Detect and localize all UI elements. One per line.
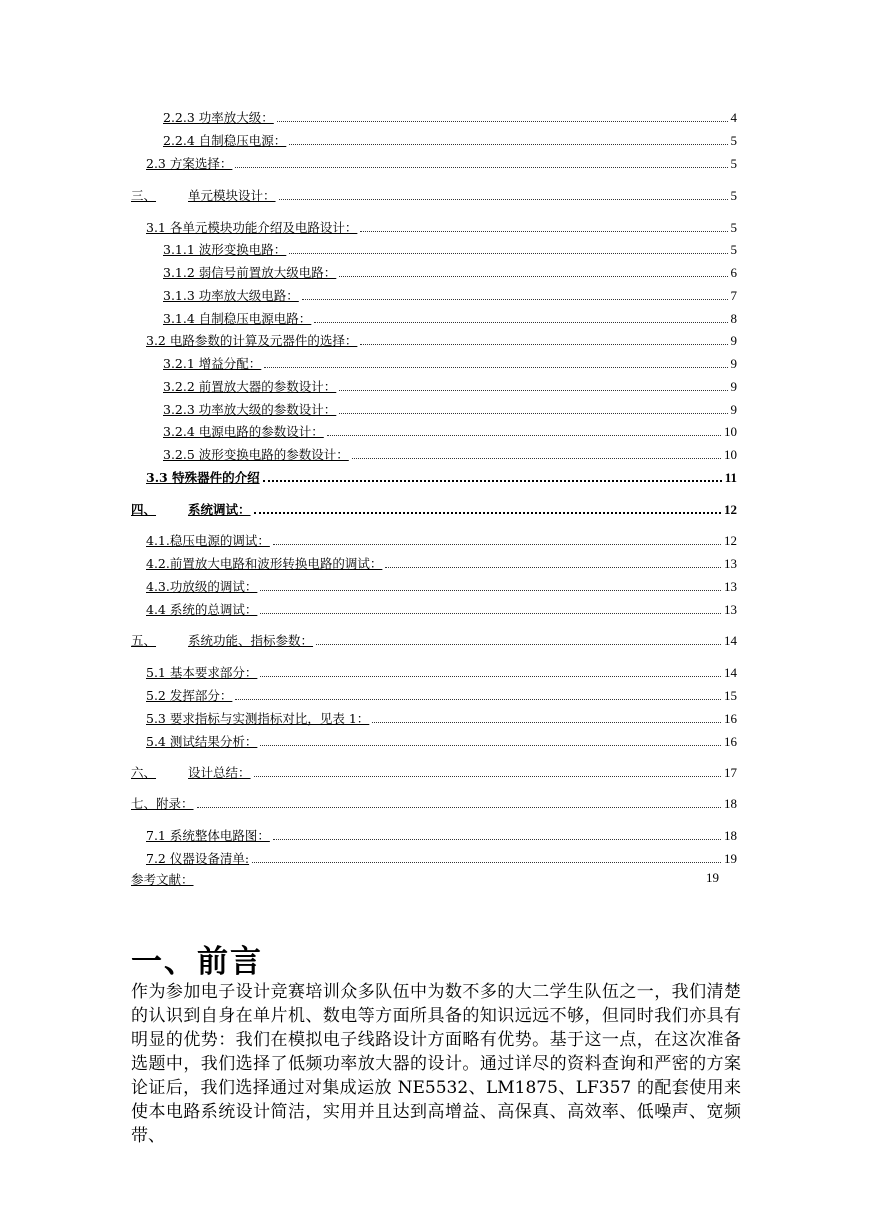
toc-entry-label bbox=[146, 600, 257, 618]
toc-entry-label bbox=[146, 663, 257, 681]
toc-entry-text: 系统功能、指标参数： bbox=[188, 633, 314, 648]
toc-entry-page: 5 bbox=[730, 188, 737, 203]
dot-leader bbox=[197, 807, 721, 808]
toc-entry-page: 18 bbox=[724, 796, 737, 811]
toc-entry-text: 设计总结： bbox=[188, 765, 251, 780]
dot-leader bbox=[273, 544, 721, 545]
toc-entry-page: 19 bbox=[706, 870, 719, 885]
toc-entry-label bbox=[163, 108, 274, 126]
toc-entry-label bbox=[163, 131, 286, 149]
toc-entry-text: 4.3.功放级的调试： bbox=[146, 579, 258, 594]
toc-entry[interactable] bbox=[146, 218, 737, 236]
toc-entry[interactable] bbox=[146, 732, 737, 750]
toc-entry-label bbox=[163, 354, 261, 372]
dot-leader bbox=[289, 253, 727, 254]
dot-leader bbox=[264, 367, 727, 368]
dot-leader bbox=[260, 590, 721, 591]
toc-entry-text: 5.2 发挥部分： bbox=[146, 688, 233, 703]
toc-entry[interactable] bbox=[146, 554, 737, 572]
toc-entry[interactable] bbox=[163, 286, 737, 304]
toc-entry-label bbox=[163, 286, 299, 304]
toc-entry-page: 4 bbox=[730, 110, 737, 125]
toc-entry-text: 3.2.4 电源电路的参数设计： bbox=[163, 424, 324, 439]
dot-leader bbox=[260, 745, 721, 746]
toc-entry-page: 10 bbox=[724, 447, 737, 462]
toc-entry-text: 七、附录： bbox=[131, 796, 194, 811]
toc-entry-label bbox=[163, 445, 349, 463]
dot-leader bbox=[260, 613, 721, 614]
section-heading: 一、前言 bbox=[131, 944, 263, 980]
dot-leader bbox=[235, 699, 721, 700]
toc-entry-text: 7.1 系统整体电路图： bbox=[146, 828, 270, 843]
dot-leader bbox=[235, 167, 727, 168]
toc-entry-text: 7.2 仪器设备清单: bbox=[146, 851, 250, 866]
toc-entry-label bbox=[146, 826, 270, 844]
toc-entry-text: 3.1 各单元模块功能介绍及电路设计： bbox=[146, 220, 358, 235]
toc-entry-text: 5.1 基本要求部分： bbox=[146, 665, 258, 680]
toc-entry[interactable] bbox=[146, 686, 737, 704]
toc-entry-number: 六、 bbox=[131, 765, 157, 780]
toc-entry-text: 系统调试： bbox=[188, 502, 251, 517]
toc-entry[interactable] bbox=[131, 794, 737, 812]
dot-leader bbox=[352, 458, 721, 459]
toc-entry-label bbox=[146, 554, 382, 572]
toc-entry[interactable] bbox=[146, 154, 737, 172]
dot-leader bbox=[289, 144, 727, 145]
toc-entry-number: 四、 bbox=[131, 502, 157, 517]
dot-leader bbox=[260, 676, 721, 677]
toc-entry-label bbox=[146, 577, 257, 595]
toc-entry-page: 5 bbox=[730, 242, 737, 257]
toc-entry-label bbox=[146, 468, 260, 486]
toc-entry-label bbox=[131, 186, 276, 204]
toc-entry[interactable] bbox=[146, 468, 737, 486]
dot-leader bbox=[302, 299, 728, 300]
toc-entry[interactable] bbox=[131, 631, 737, 649]
dot-leader bbox=[314, 322, 727, 323]
toc-entry-label bbox=[163, 263, 336, 281]
toc-entry-text: 5.3 要求指标与实测指标对比，见表 1： bbox=[146, 711, 370, 726]
toc-entry[interactable] bbox=[131, 500, 737, 518]
toc-entry-label bbox=[131, 500, 251, 518]
toc-entry[interactable] bbox=[146, 577, 737, 595]
toc-entry-text: 4.4 系统的总调试： bbox=[146, 602, 258, 617]
toc-entry[interactable] bbox=[163, 422, 737, 440]
toc-entry-text: 3.1.2 弱信号前置放大级电路： bbox=[163, 265, 337, 280]
toc-entry-page: 7 bbox=[730, 288, 737, 303]
toc-entry-label bbox=[163, 377, 336, 395]
toc-entry-label bbox=[146, 154, 232, 172]
toc-entry-page: 18 bbox=[724, 828, 737, 843]
toc-entry[interactable] bbox=[163, 309, 737, 327]
toc-entry-text: 5.4 测试结果分析： bbox=[146, 734, 258, 749]
dot-leader bbox=[254, 512, 721, 514]
toc-entry-label bbox=[131, 763, 251, 781]
dot-leader bbox=[372, 722, 721, 723]
toc-entry-text: 4.2.前置放大电路和波形转换电路的调试： bbox=[146, 556, 383, 571]
toc-entry-label bbox=[131, 794, 194, 812]
toc-entry[interactable] bbox=[131, 763, 737, 781]
toc-entry-text: 3.2.1 增益分配： bbox=[163, 356, 262, 371]
toc-entry-page: 12 bbox=[724, 533, 737, 548]
toc-entry-number: 五、 bbox=[131, 633, 157, 648]
dot-leader bbox=[360, 231, 727, 232]
dot-leader bbox=[385, 567, 721, 568]
toc-entry[interactable] bbox=[163, 354, 737, 372]
toc-entry-page: 9 bbox=[730, 356, 737, 371]
toc-entry-page: 10 bbox=[724, 424, 737, 439]
toc-entry-number: 三、 bbox=[131, 188, 157, 203]
toc-entry-page: 13 bbox=[724, 556, 737, 571]
dot-leader bbox=[254, 776, 721, 777]
dot-leader bbox=[327, 435, 721, 436]
toc-entry-text: 3.2 电路参数的计算及元器件的选择： bbox=[146, 333, 358, 348]
dot-leader bbox=[277, 121, 728, 122]
toc-entry-page: 11 bbox=[724, 470, 737, 485]
toc-entry-label bbox=[146, 709, 369, 727]
toc-entry[interactable] bbox=[146, 849, 737, 867]
toc-entry-text: 3.1.3 功率放大级电路： bbox=[163, 288, 299, 303]
toc-entry-page: 5 bbox=[730, 220, 737, 235]
toc-entry-page: 15 bbox=[724, 688, 737, 703]
toc-entry-text: 单元模块设计： bbox=[188, 188, 276, 203]
toc-entry[interactable] bbox=[146, 709, 737, 727]
toc-entry-page: 13 bbox=[724, 579, 737, 594]
toc-entry-text: 2.3 方案选择： bbox=[146, 156, 233, 171]
toc-entry-page: 9 bbox=[730, 379, 737, 394]
toc-entry-label bbox=[146, 686, 232, 704]
toc-entry-page: 14 bbox=[724, 665, 737, 680]
toc-entry-label: 参考文献： bbox=[131, 872, 194, 887]
toc-entry-references[interactable] bbox=[131, 870, 721, 888]
toc-entry-page: 9 bbox=[730, 333, 737, 348]
toc-entry-page: 12 bbox=[724, 502, 737, 517]
toc-entry-label bbox=[163, 240, 286, 258]
toc-entry-text: 3.3 特殊器件的介绍 bbox=[146, 470, 260, 485]
toc-entry-text: 2.2.4 自制稳压电源： bbox=[163, 133, 287, 148]
toc-entry-page: 8 bbox=[730, 311, 737, 326]
toc-entry-text: 3.2.2 前置放大器的参数设计： bbox=[163, 379, 337, 394]
toc-entry-page: 9 bbox=[730, 402, 737, 417]
body-paragraph: 作为参加电子设计竞赛培训众多队伍中为数不多的大二学生队伍之一，我们清楚的认识到自身在单片机、数电等方面所具备的知识远远不够，但同时我们亦具有明显的优势：我们在模拟电子线路设计方面略有优势。基于这一点，在这次准备选题中，我们选择了低频功率放大器的设计。通过详尽的资料查询和严密的方案论证后，我们选择通过对集成运放 NE5532、LM1875、LF357 的配套使用来使本电路系统设计简洁，实用并且达到高增益、高保真、高效率、低噪声、宽频带、 bbox=[131, 982, 741, 1146]
toc-entry-page: 5 bbox=[730, 133, 737, 148]
toc-entry[interactable] bbox=[163, 445, 737, 463]
dot-leader bbox=[316, 644, 721, 645]
toc-entry-label bbox=[163, 400, 336, 418]
dot-leader bbox=[263, 480, 722, 482]
toc-entry[interactable] bbox=[146, 531, 737, 549]
toc-entry[interactable] bbox=[163, 377, 737, 395]
toc-entry-page: 19 bbox=[724, 851, 737, 866]
toc-entry-label bbox=[146, 531, 270, 549]
dot-leader bbox=[273, 839, 721, 840]
toc-entry[interactable] bbox=[163, 108, 737, 126]
toc-entry[interactable] bbox=[146, 600, 737, 618]
dot-leader bbox=[339, 413, 727, 414]
toc-entry[interactable] bbox=[163, 240, 737, 258]
dot-leader bbox=[252, 862, 721, 863]
toc-entry-text: 3.1.4 自制稳压电源电路： bbox=[163, 311, 312, 326]
toc-entry-label bbox=[131, 631, 313, 649]
toc-entry-text: 2.2.3 功率放大级： bbox=[163, 110, 274, 125]
dot-leader bbox=[360, 344, 727, 345]
toc-entry-label bbox=[146, 218, 357, 236]
toc-entry-page: 17 bbox=[724, 765, 737, 780]
toc-entry-text: 3.2.3 功率放大级的参数设计： bbox=[163, 402, 337, 417]
toc-entry-label bbox=[146, 849, 249, 867]
toc-entry-text: 3.2.5 波形变换电路的参数设计： bbox=[163, 447, 349, 462]
toc-entry-page: 14 bbox=[724, 633, 737, 648]
toc-entry-label bbox=[163, 309, 311, 327]
toc-entry-text: 4.1.稳压电源的调试： bbox=[146, 533, 270, 548]
toc-entry[interactable] bbox=[163, 131, 737, 149]
toc-entry[interactable] bbox=[146, 826, 737, 844]
toc-entry-page: 16 bbox=[724, 734, 737, 749]
toc-entry-page: 16 bbox=[724, 711, 737, 726]
toc-entry-page: 6 bbox=[730, 265, 737, 280]
toc-entry-text: 3.1.1 波形变换电路： bbox=[163, 242, 287, 257]
toc-entry-page: 13 bbox=[724, 602, 737, 617]
toc-entry[interactable] bbox=[163, 263, 737, 281]
dot-leader bbox=[339, 276, 727, 277]
toc-entry[interactable] bbox=[131, 186, 737, 204]
dot-leader bbox=[339, 390, 727, 391]
toc-entry-label bbox=[146, 331, 357, 349]
toc-entry-page: 5 bbox=[730, 156, 737, 171]
dot-leader bbox=[279, 199, 728, 200]
toc-entry[interactable] bbox=[163, 400, 737, 418]
toc-entry[interactable] bbox=[146, 331, 737, 349]
toc-entry[interactable] bbox=[146, 663, 737, 681]
toc-entry-label bbox=[146, 732, 257, 750]
toc-entry-label bbox=[163, 422, 324, 440]
